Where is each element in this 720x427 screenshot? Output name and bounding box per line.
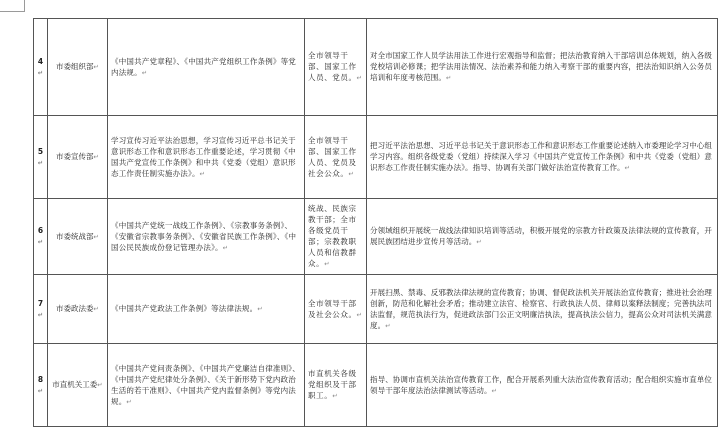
laws-content: 《中国共产党政法工作条例》等法律法规。↵ (108, 275, 305, 344)
laws-content: 《中国共产党章程》、《中国共产党组织工作条例》等党内法规。↵ (108, 19, 305, 116)
responsible-unit: 市委统战部↵ (48, 199, 108, 275)
row-number: 8↵ (34, 344, 48, 427)
row-number: 6↵ (34, 199, 48, 275)
responsible-unit: 市委组织部↵ (48, 19, 108, 116)
responsible-unit: 市委宣传部↵ (48, 116, 108, 199)
target-audience: 全市领导干部、国家工作人员、党员。↵ (305, 19, 367, 116)
target-audience: 统战、民族宗教干部；全市各级党员干部；宗教教职人员和信教群众。↵ (305, 199, 367, 275)
corner-mark-horizontal (0, 11, 24, 12)
row-number: 4↵ (34, 19, 48, 116)
laws-content: 《中国共产党问责条例》、《中国共产党廉洁自律准则》、《中国共产党纪律处分条例》、《关于新形势下党内政治生活的若干准则》、《中国共产党内监督条例》等党内法规。↵ (108, 344, 305, 427)
table-row (34, 19, 718, 116)
page-corner-marks (0, 0, 720, 12)
row-number: 7↵ (34, 275, 48, 344)
duty-description: 对全市国家工作人员学法用法工作进行宏观指导和监督；把法治教育纳入干部培训总体规划，纳入各级党校培训必修课；把学法用法情况、法治素养和能力纳入考察干部的重要内容，把法治知识纳入公务员培训和年度考核范围。↵ (367, 19, 718, 116)
target-audience: 全市领导干部及社会公众。↵ (305, 275, 367, 344)
target-audience: 全市领导干部、国家工作人员、党员及社会公众。↵ (305, 116, 367, 199)
row-number: 5↵ (34, 116, 48, 199)
target-audience: 市直机关各级党组织及干部职工。↵ (305, 344, 367, 427)
duty-description: 指导、协调市直机关法治宣传教育工作，配合开展系列重大法治宣传教育活动；配合组织实施市直单位领导干部年度法治法律测试等活动。↵ (367, 344, 718, 427)
duty-description: 开展扫黑、禁毒、反邪教法律法规的宣传教育；协调、督促政法机关开展法治宣传教育；推进社会治理创新，防范和化解社会矛盾；推动建立法官、检察官、行政执法人员、律师以案释法制度；完善执法司法监督，规范执法行为，促进政法部门公正文明廉洁执法，提高执法公信力，提高公众对司法机关满意度。↵ (367, 275, 718, 344)
table-row (34, 275, 718, 344)
responsible-unit: 市委政法委↵ (48, 275, 108, 344)
duty-description: 把习近平法治思想、习近平总书记关于意识形态工作和意识形态工作重要论述纳入市委理论学习中心组学习内容。组织各级党委（党组）持续深入学习《中国共产党宣传工作条例》和中共《党委（党组）意识形态工作责任制实施办法》。指导、协调有关部门做好法治宣传教育工作。↵ (367, 116, 718, 199)
responsible-unit: 市直机关工委↵ (48, 344, 108, 427)
law-publicity-responsibility-table (33, 18, 718, 427)
corner-mark-vertical (24, 0, 25, 12)
table-row (34, 199, 718, 275)
duty-description: 分领域组织开展统一战线法律知识培训等活动，积极开展党的宗教方针政策及法律法规的宣传教育，开展民族团结进步宣传月等活动。↵ (367, 199, 718, 275)
table-row (34, 116, 718, 199)
laws-content: 《中国共产党统一战线工作条例》、《宗教事务条例》、《安徽省宗教事务条例》、《安徽省民族工作条例》、《中国公民民族成份登记管理办法》。↵ (108, 199, 305, 275)
table-row (34, 344, 718, 427)
laws-content: 学习宣传习近平法治思想，学习宣传习近平总书记关于意识形态工作和意识形态工作重要论述，学习贯彻《中国共产党宣传工作条例》和中共《党委（党组）意识形态工作责任制实施办法》。↵ (108, 116, 305, 199)
